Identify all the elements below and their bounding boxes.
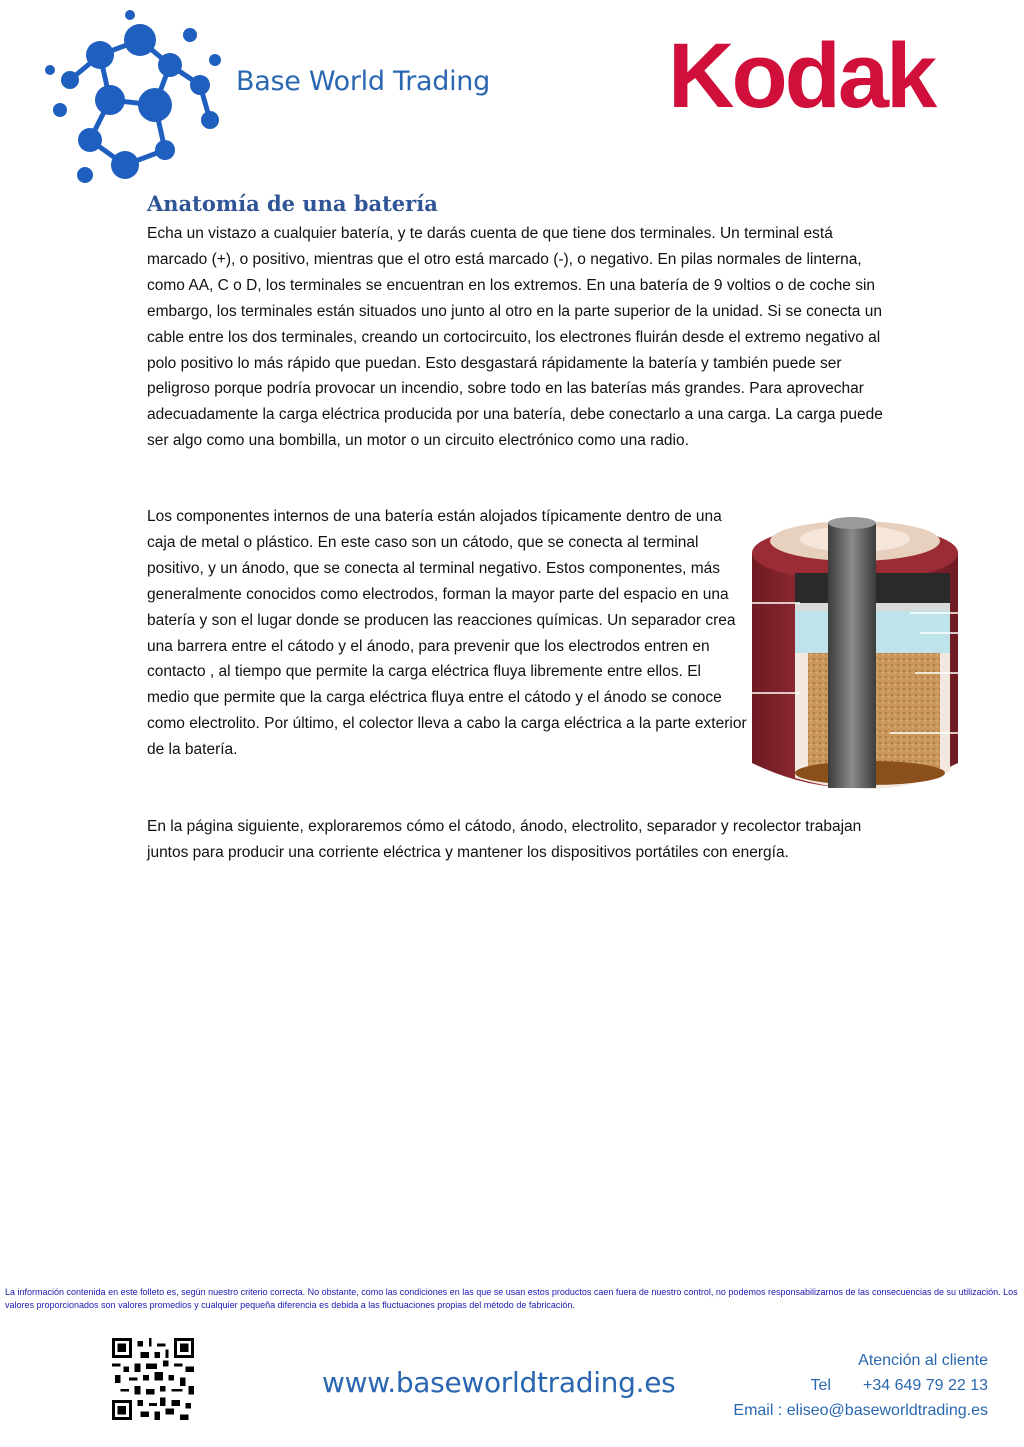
kodak-logo: Kodak: [668, 25, 935, 127]
qr-code: [112, 1338, 194, 1420]
phone-label: Tel: [810, 1377, 831, 1394]
paragraph-next: En la página siguiente, exploraremos cómo el cátodo, ánodo, electrolito, separador y recolector trabajan juntos para producir una corriente eléctrica y mantener los dispositivos portátiles con energía.: [147, 818, 862, 861]
brand-name: Base World Trading: [236, 66, 490, 97]
base-world-trading-logo: [30, 10, 235, 190]
phone-line: [811, 1377, 988, 1395]
battery-cutaway-illustration: [740, 513, 970, 810]
customer-service-label: Atención al cliente: [858, 1352, 988, 1369]
email-link[interactable]: Email : eliseo@baseworldtrading.es: [733, 1402, 988, 1419]
paragraph-intro: Echa un vistazo a cualquier batería, y te darás cuenta de que tiene dos terminales. Un terminal está marcado (+), o positivo, mientras que el otro está marcado (-), o negativo. En pilas normales de linterna, como AA, C o D, los terminales se encuentran en los extremos. En una batería de 9 voltios o de coche sin embargo, los terminales están situados uno junto al otro en la parte superior de la unidad. Si se conecta un cable entre los dos terminales, creando un cortocircuito, los electrones fluirán desde el extremo negativo al polo positivo lo más rápido que puedan. Esto desgastará rápidamente la batería y también puede ser peligroso porque podría provocar un incendio, sobre todo en las baterías más grandes. Para aprovechar adecuadamente la carga eléctrica producida por una batería, debe conectarlo a una carga. La carga puede ser algo como una bombilla, un motor o un circuito electrónico como una radio.: [147, 225, 883, 450]
website-link[interactable]: www.baseworldtrading.es: [322, 1366, 676, 1399]
paragraph-components: Los componentes internos de una batería están alojados típicamente dentro de una caja de metal o plástico. En este caso son un cátodo, que se conecta al terminal positivo, y un ánodo, que se conecta al terminal negativo. Estos componentes, más generalmente conocidos como electrodos, forman la mayor parte del espacio en una batería y son el lugar donde se producen las reacciones químicas. Un separador crea una barrera entre el cátodo y el ánodo, para prevenir que los electrodos entren en contacto , al tiempo que permite la carga eléctrica fluya libremente entre ellos. El medio que permite que la carga eléctrica fluya entre el cátodo y el ánodo se conoce como electrolito. Por último, el colector lleva a cabo la carga eléctrica a la parte exterior de la batería.: [147, 508, 747, 759]
phone-number[interactable]: +34 649 79 22 13: [862, 1377, 988, 1394]
page-title: Anatomía de una batería: [147, 191, 438, 216]
legal-disclaimer: La información contenida en este folleto es, según nuestro criterio correcta. No obstante, como las condiciones en las que se usan estos productos caen fuera de nuestro control, no podemos responsabilizarnos de las consecuencias de su utilización. Los valores proporcionados son valores promedios y cualquier pequeña diferencia es debida a las fluctuaciones propias del método de fabricación.: [5, 1287, 1018, 1310]
